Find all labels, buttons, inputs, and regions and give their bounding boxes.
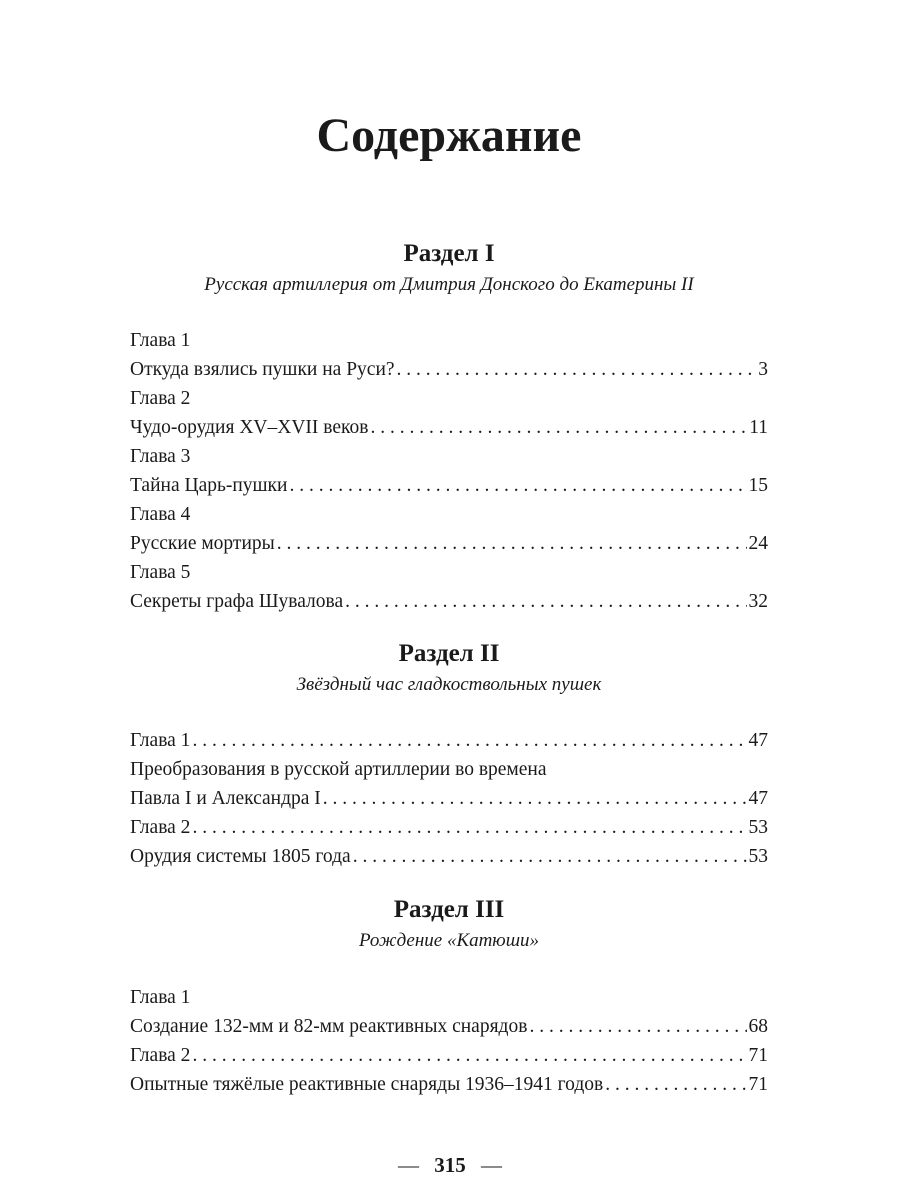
toc-entry[interactable]	[130, 558, 768, 587]
toc-entry[interactable]	[130, 726, 768, 755]
toc-entry-page: 71	[748, 1045, 768, 1066]
toc-entry-page: 53	[748, 817, 768, 838]
section-2-subtitle: Звёздный час гладкоствольных пушек	[296, 674, 602, 695]
dot-leader	[289, 471, 746, 500]
dot-leader	[397, 355, 757, 384]
toc-entry[interactable]	[130, 1012, 768, 1041]
toc-entry-title: Секреты графа Шувалова	[130, 591, 344, 612]
toc-entry[interactable]	[130, 413, 768, 442]
toc-entry[interactable]	[130, 355, 768, 384]
dot-leader	[192, 1041, 746, 1070]
toc-entry-title: Глава 1	[130, 330, 191, 351]
toc-entry[interactable]	[130, 784, 768, 813]
toc-entry-title: Тайна Царь-пушки	[130, 475, 288, 496]
toc-entry-title: Павла I и Александра I	[130, 788, 321, 809]
toc-entry-title: Чудо-орудия XV–XVII веков	[130, 417, 369, 438]
toc-entry[interactable]	[130, 442, 768, 471]
dot-leader	[370, 413, 747, 442]
toc-entry-title: Глава 3	[130, 446, 191, 467]
toc-entry-page: 32	[748, 591, 768, 612]
toc-entry[interactable]	[130, 384, 768, 413]
toc-entry-page: 68	[748, 1016, 768, 1037]
toc-entry-title: Глава 4	[130, 504, 191, 525]
toc-entry-page: 11	[749, 417, 768, 438]
section-3-heading: Раздел III	[393, 896, 505, 923]
section-1-subtitle: Русская артиллерия от Дмитрия Донского до Екатерины II	[204, 274, 694, 295]
dot-leader	[192, 726, 746, 755]
toc-entry-title: Глава 5	[130, 562, 191, 583]
toc-entry[interactable]	[130, 326, 768, 355]
dot-leader	[345, 587, 746, 616]
section-2-entries	[130, 726, 768, 871]
toc-entry[interactable]	[130, 1041, 768, 1070]
toc-entry[interactable]	[130, 500, 768, 529]
toc-entry-page: 3	[758, 359, 768, 380]
page-title: Содержание	[316, 109, 582, 162]
page-number: 315	[434, 1153, 466, 1177]
footer-dash-left: —	[398, 1153, 419, 1177]
section-3-subtitle: Рождение «Катюши»	[358, 930, 540, 951]
toc-entry[interactable]	[130, 471, 768, 500]
dot-leader	[277, 529, 747, 558]
dot-leader	[605, 1070, 746, 1099]
section-1-entries	[130, 326, 768, 616]
toc-entry-title: Глава 2	[130, 1045, 191, 1066]
toc-entry-page: 47	[748, 788, 768, 809]
toc-entry-title: Русские мортиры	[130, 533, 275, 554]
toc-entry[interactable]	[130, 755, 768, 784]
toc-entry-title: Создание 132-мм и 82-мм реактивных снарядов	[130, 1016, 528, 1037]
toc-entry-page: 71	[748, 1074, 768, 1095]
toc-entry[interactable]	[130, 842, 768, 871]
toc-entry-page: 47	[748, 730, 768, 751]
toc-entry-page: 53	[748, 846, 768, 867]
toc-entry[interactable]	[130, 813, 768, 842]
toc-entry[interactable]	[130, 1070, 768, 1099]
toc-entry[interactable]	[130, 587, 768, 616]
toc-entry-page: 15	[748, 475, 768, 496]
section-1-heading: Раздел I	[403, 240, 495, 267]
toc-entry-title: Откуда взялись пушки на Руси?	[130, 359, 395, 380]
dot-leader	[323, 784, 747, 813]
dot-leader	[353, 842, 747, 871]
section-2-heading: Раздел II	[398, 640, 500, 667]
toc-entry-title: Опытные тяжёлые реактивные снаряды 1936–1941 годов	[130, 1074, 604, 1095]
toc-entry-title: Глава 1	[130, 987, 191, 1008]
toc-entry-title: Глава 1	[130, 730, 191, 751]
dot-leader	[529, 1012, 746, 1041]
page-footer	[0, 1150, 900, 1180]
toc-entry[interactable]	[130, 983, 768, 1012]
section-3-entries	[130, 983, 768, 1099]
toc-entry-title: Преобразования в русской артиллерии во времена	[130, 759, 547, 780]
toc-entry-title: Глава 2	[130, 388, 191, 409]
dot-leader	[192, 813, 746, 842]
toc-entry-title: Орудия системы 1805 года	[130, 846, 351, 867]
toc-entry-title: Глава 2	[130, 817, 191, 838]
toc-entry[interactable]	[130, 529, 768, 558]
toc-entry-page: 24	[748, 533, 768, 554]
footer-dash-right: —	[481, 1153, 502, 1177]
